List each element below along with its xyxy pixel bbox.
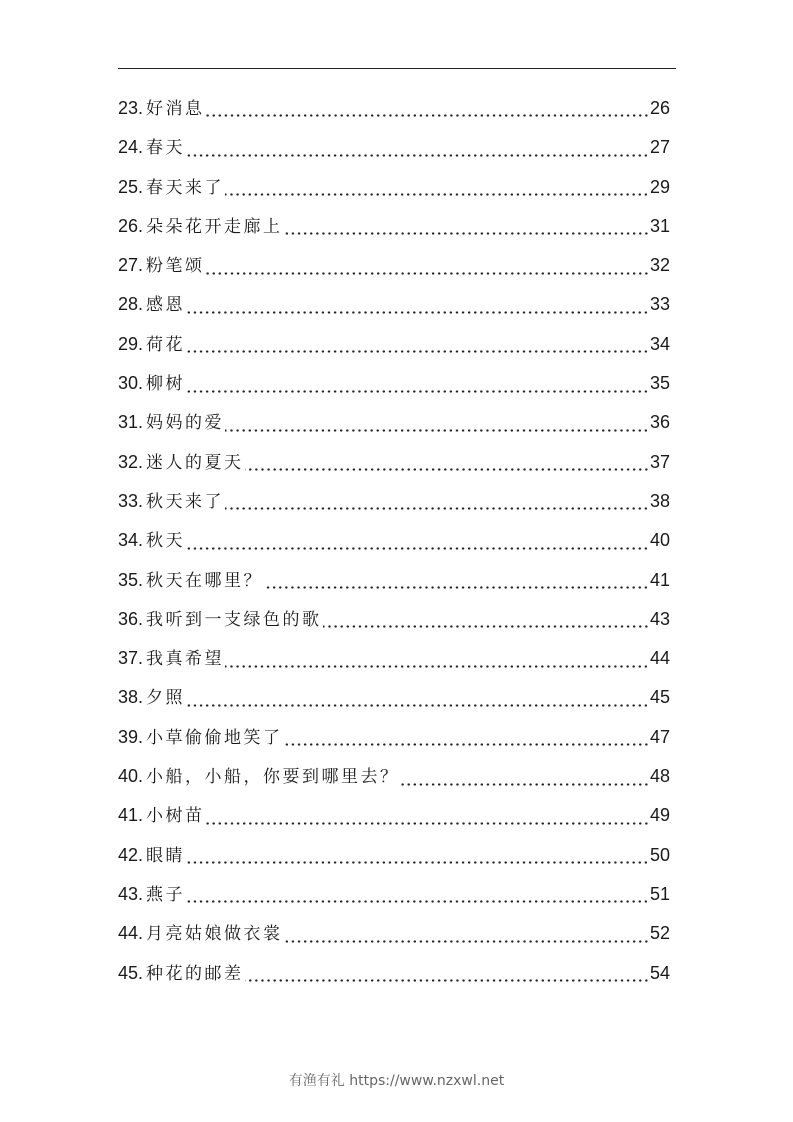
toc-entry-page-number: 48 — [649, 766, 670, 787]
toc-entry[interactable] — [118, 880, 670, 919]
footer-watermark: 有渔有礼 https://www.nzxwl.net — [288, 1073, 505, 1089]
toc-entry-separator: . — [138, 726, 144, 747]
toc-entry-title: 迷人的夏天 — [146, 452, 244, 473]
header-rule — [118, 68, 676, 69]
toc-entry-page-number: 43 — [649, 608, 670, 629]
toc-entry-number: 23 — [118, 98, 139, 118]
toc-entry-page-number: 40 — [649, 530, 670, 551]
dot-leader — [323, 616, 649, 633]
toc-entry-number: 39 — [118, 726, 139, 747]
toc-entry-title: 秋天来了 — [146, 491, 225, 512]
toc-entry-separator: . — [138, 923, 144, 944]
toc-entry-number: 37 — [118, 648, 139, 669]
toc-entry[interactable] — [118, 841, 670, 880]
toc-entry[interactable] — [118, 605, 670, 644]
dot-leader — [225, 655, 649, 672]
toc-entry-page-number: 32 — [649, 255, 670, 276]
toc-entry-number: 30 — [118, 373, 139, 394]
toc-entry-number: 33 — [118, 490, 139, 511]
toc-entry-number: 34 — [118, 530, 139, 551]
toc-entry-separator: . — [138, 412, 144, 433]
toc-entry-title: 我真希望 — [146, 649, 225, 670]
toc-entry-number: 32 — [118, 451, 139, 472]
toc-entry[interactable] — [118, 212, 670, 251]
toc-entry[interactable] — [118, 251, 670, 290]
dot-leader — [401, 773, 649, 790]
toc-entry-title: 月亮姑娘做衣裳 — [146, 924, 283, 945]
toc-entry-separator: . — [138, 137, 144, 158]
toc-entry-page-number: 31 — [649, 215, 670, 236]
toc-entry-page-number: 26 — [649, 98, 670, 118]
toc-entry-separator: . — [138, 530, 144, 551]
toc-entry[interactable] — [118, 290, 670, 329]
toc-entry-separator: . — [138, 844, 144, 865]
toc-entry-separator: . — [138, 294, 144, 315]
dot-leader — [186, 537, 649, 554]
toc-entry-separator: . — [138, 687, 144, 708]
toc-entry-separator: . — [138, 98, 144, 118]
toc-entry-number: 44 — [118, 923, 139, 944]
toc-entry-title: 朵朵花开走廊上 — [146, 216, 283, 237]
toc-entry-title: 感恩 — [146, 295, 186, 316]
toc-entry-title: 种花的邮差 — [146, 963, 244, 984]
toc-entry[interactable] — [118, 919, 670, 958]
toc-entry-separator: . — [138, 255, 144, 276]
dot-leader — [186, 341, 649, 358]
toc-entry-title: 小草偷偷地笑了 — [146, 727, 283, 748]
toc-entry[interactable] — [118, 644, 670, 683]
toc-entry-page-number: 45 — [649, 687, 670, 708]
toc-entry-title: 春天来了 — [146, 177, 225, 198]
toc-entry-page-number: 35 — [649, 373, 670, 394]
toc-entry-number: 42 — [118, 844, 139, 865]
toc-entry-number: 26 — [118, 215, 139, 236]
toc-entry-title: 粉笔颂 — [146, 256, 205, 277]
toc-entry-separator: . — [138, 883, 144, 904]
toc-entry-page-number: 41 — [649, 569, 670, 590]
dot-leader — [225, 184, 649, 201]
dot-leader — [186, 302, 649, 319]
toc-entry-title: 柳树 — [146, 374, 186, 395]
toc-entry-number: 45 — [118, 962, 139, 983]
table-of-contents — [118, 94, 670, 998]
toc-entry-number: 31 — [118, 412, 139, 433]
toc-entry-title: 夕照 — [146, 688, 186, 709]
toc-entry-number: 27 — [118, 255, 139, 276]
toc-entry-title: 眼睛 — [146, 845, 186, 866]
dot-leader — [206, 262, 649, 279]
toc-entry[interactable] — [118, 94, 670, 133]
toc-entry-page-number: 34 — [649, 333, 670, 354]
toc-entry-number: 25 — [118, 176, 139, 197]
toc-entry-number: 24 — [118, 137, 139, 158]
toc-entry-title: 好消息 — [146, 99, 205, 119]
toc-entry-page-number: 44 — [649, 648, 670, 669]
toc-entry-separator: . — [138, 333, 144, 354]
toc-entry-number: 29 — [118, 333, 139, 354]
toc-entry-title: 荷花 — [146, 334, 186, 355]
toc-entry[interactable] — [118, 959, 670, 998]
dot-leader — [284, 223, 649, 240]
toc-entry[interactable] — [118, 801, 670, 840]
toc-entry-separator: . — [138, 648, 144, 669]
toc-entry[interactable] — [118, 133, 670, 172]
toc-entry[interactable] — [118, 408, 670, 447]
dot-leader — [206, 812, 649, 829]
toc-entry-page-number: 50 — [649, 844, 670, 865]
toc-entry-separator: . — [138, 569, 144, 590]
toc-entry-separator: . — [138, 215, 144, 236]
toc-entry-page-number: 51 — [649, 883, 670, 904]
toc-entry-title: 妈妈的爱 — [146, 413, 225, 434]
toc-entry-page-number: 29 — [649, 176, 670, 197]
toc-entry[interactable] — [118, 723, 670, 762]
toc-entry-title: 春天 — [146, 138, 186, 159]
toc-entry-separator: . — [138, 962, 144, 983]
toc-entry-title: 秋天在哪里？ — [146, 570, 264, 591]
toc-entry[interactable] — [118, 330, 670, 369]
dot-leader — [245, 970, 649, 987]
dot-leader — [264, 577, 649, 594]
dot-leader — [225, 420, 649, 437]
dot-leader — [186, 695, 649, 712]
toc-entry-number: 35 — [118, 569, 139, 590]
toc-entry-page-number: 38 — [649, 490, 670, 511]
dot-leader — [206, 105, 649, 122]
toc-entry-separator: . — [138, 451, 144, 472]
toc-entry-separator: . — [138, 373, 144, 394]
toc-entry[interactable] — [118, 369, 670, 408]
toc-entry-title: 我听到一支绿色的歌 — [146, 609, 322, 630]
toc-entry[interactable] — [118, 566, 670, 605]
toc-entry-title: 小树苗 — [146, 806, 205, 827]
toc-entry-title: 燕子 — [146, 884, 186, 905]
toc-entry-page-number: 49 — [649, 805, 670, 826]
toc-entry[interactable] — [118, 683, 670, 722]
toc-entry-separator: . — [138, 176, 144, 197]
toc-entry-page-number: 37 — [649, 451, 670, 472]
toc-entry[interactable] — [118, 487, 670, 526]
toc-entry-separator: . — [138, 805, 144, 826]
toc-entry-title: 小船，小船，你要到哪里去？ — [146, 767, 400, 788]
toc-entry-title: 秋天 — [146, 531, 186, 552]
toc-entry[interactable] — [118, 526, 670, 565]
toc-entry-page-number: 47 — [649, 726, 670, 747]
toc-entry-number: 28 — [118, 294, 139, 315]
toc-entry-number: 41 — [118, 805, 139, 826]
dot-leader — [186, 891, 649, 908]
toc-entry-page-number: 27 — [649, 137, 670, 158]
toc-entry-number: 40 — [118, 766, 139, 787]
dot-leader — [225, 498, 649, 515]
toc-entry-page-number: 52 — [649, 923, 670, 944]
dot-leader — [245, 459, 649, 476]
dot-leader — [186, 144, 649, 161]
toc-entry-page-number: 33 — [649, 294, 670, 315]
dot-leader — [284, 930, 649, 947]
toc-entry[interactable] — [118, 448, 670, 487]
dot-leader — [284, 734, 649, 751]
toc-entry[interactable] — [118, 762, 670, 801]
toc-entry-number: 36 — [118, 608, 139, 629]
dot-leader — [186, 852, 649, 869]
toc-entry-number: 38 — [118, 687, 139, 708]
toc-entry-separator: . — [138, 608, 144, 629]
toc-entry-separator: . — [138, 490, 144, 511]
toc-entry-page-number: 54 — [649, 962, 670, 983]
toc-entry-number: 43 — [118, 883, 139, 904]
toc-entry-separator: . — [138, 766, 144, 787]
dot-leader — [186, 380, 649, 397]
toc-entry[interactable] — [118, 173, 670, 212]
toc-entry-page-number: 36 — [649, 412, 670, 433]
